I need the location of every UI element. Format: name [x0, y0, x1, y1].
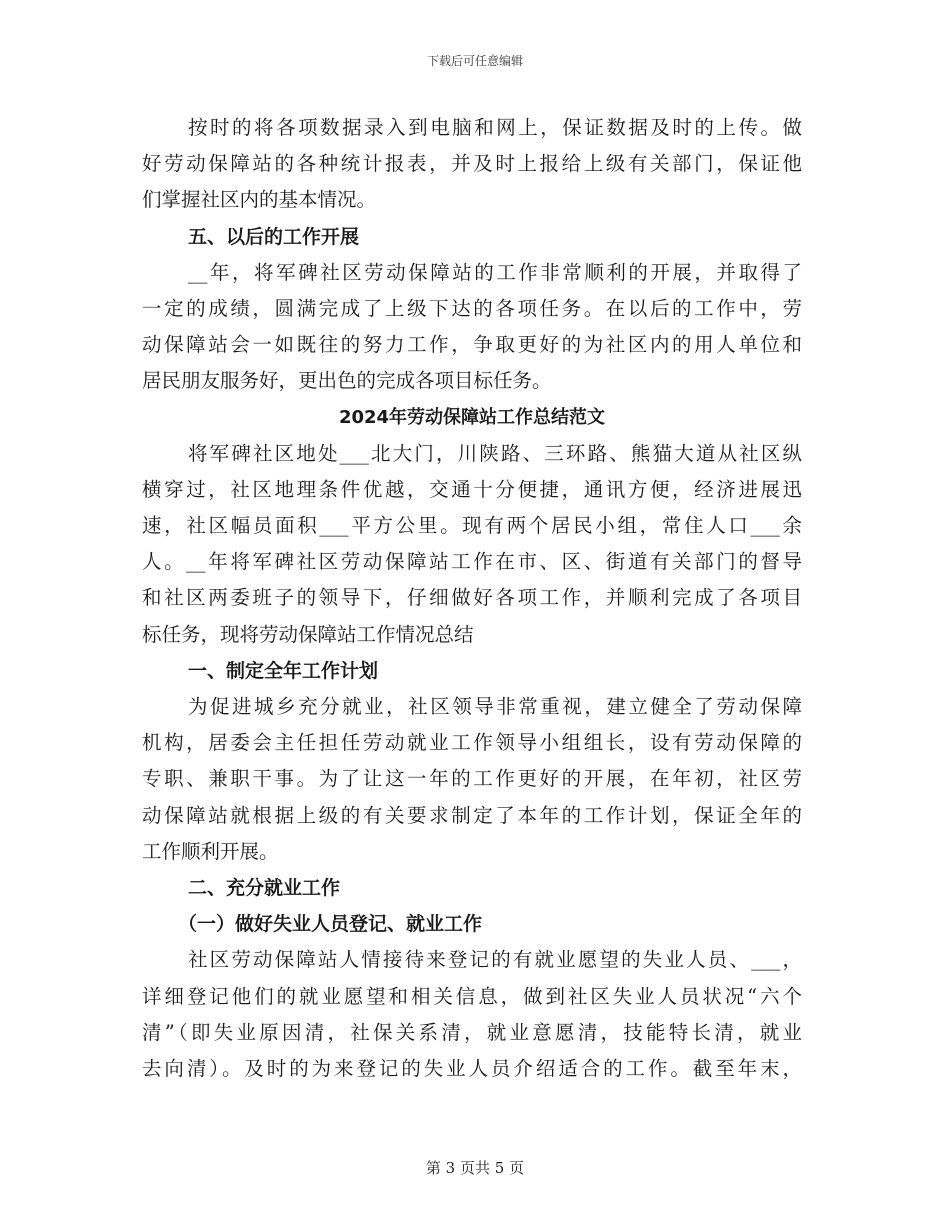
- text-line: 们掌握社区内的基本情况。: [142, 188, 377, 212]
- text-line: 标任务，现将劳动保障站工作情况总结: [142, 622, 474, 646]
- text-line: 清”（即失业原因清，社保关系清，就业意愿清，技能特长清，就业: [142, 1020, 802, 1044]
- text-line: 居民朋友服务好，更出色的完成各项目标任务。: [142, 369, 552, 393]
- section-heading: 五、以后的工作开展: [188, 225, 360, 248]
- text-line: 详细登记他们的就业愿望和相关信息，做到社区失业人员状况“六个: [142, 984, 802, 1008]
- text-line: 去向清）。及时的为来登记的失业人员介绍适合的工作。截至年末，: [142, 1056, 802, 1080]
- page-number-footer: 第 3 页共 5 页: [425, 1159, 525, 1177]
- text-line: 机构，居委会主任担任劳动就业工作领导小组组长，设有劳动保障的: [142, 731, 802, 755]
- text-line: 动保障站就根据上级的有关要求制定了本年的工作计划，保证全年的: [142, 803, 802, 827]
- text-line: 横穿过，社区地理条件优越，交通十分便捷，通讯方便，经济进展迅: [142, 477, 802, 501]
- section-heading: 二、充分就业工作: [188, 876, 341, 899]
- text-line: 和社区两委班子的领导下，仔细做好各项工作，并顺利完成了各项目: [142, 586, 802, 610]
- section-heading: （一）做好失业人员登记、就业工作: [178, 913, 483, 936]
- text-line: 社区劳动保障站人情接待来登记的有就业愿望的失业人员、___，: [188, 948, 802, 972]
- text-line: 为促进城乡充分就业，社区领导非常重视，建立健全了劳动保障: [188, 695, 802, 718]
- document-body: [142, 110, 802, 1087]
- text-line: __年，将军碑社区劳动保障站的工作非常顺利的开展，并取得了: [188, 260, 802, 284]
- text-line: 将军碑社区地处___北大门，川陕路、三环路、熊猫大道从社区纵: [188, 441, 802, 465]
- text-line: 速，社区幅员面积___平方公里。现有两个居民小组，常住人口___余: [142, 514, 802, 538]
- text-line: 专职、兼职干事。为了让这一年的工作更好的开展，在年初，社区劳: [142, 767, 802, 791]
- text-line: 工作顺利开展。: [142, 839, 279, 863]
- text-line: 人。__年将军碑社区劳动保障站工作在市、区、街道有关部门的督导: [142, 550, 802, 574]
- text-line: 一定的成绩，圆满完成了上级下达的各项任务。在以后的工作中，劳: [142, 296, 802, 320]
- text-line: 按时的将各项数据录入到电脑和网上，保证数据及时的上传。做: [188, 116, 802, 139]
- text-line: 好劳动保障站的各种统计报表，并及时上报给上级有关部门，保证他: [142, 152, 802, 176]
- page-header-note: 下载后可任意编辑: [426, 54, 523, 68]
- document-title: 2024年劳动保障站工作总结范文: [338, 406, 606, 428]
- text-line: 动保障站会一如既往的努力工作，争取更好的为社区内的用人单位和: [142, 333, 802, 357]
- section-heading: 一、制定全年工作计划: [188, 659, 379, 682]
